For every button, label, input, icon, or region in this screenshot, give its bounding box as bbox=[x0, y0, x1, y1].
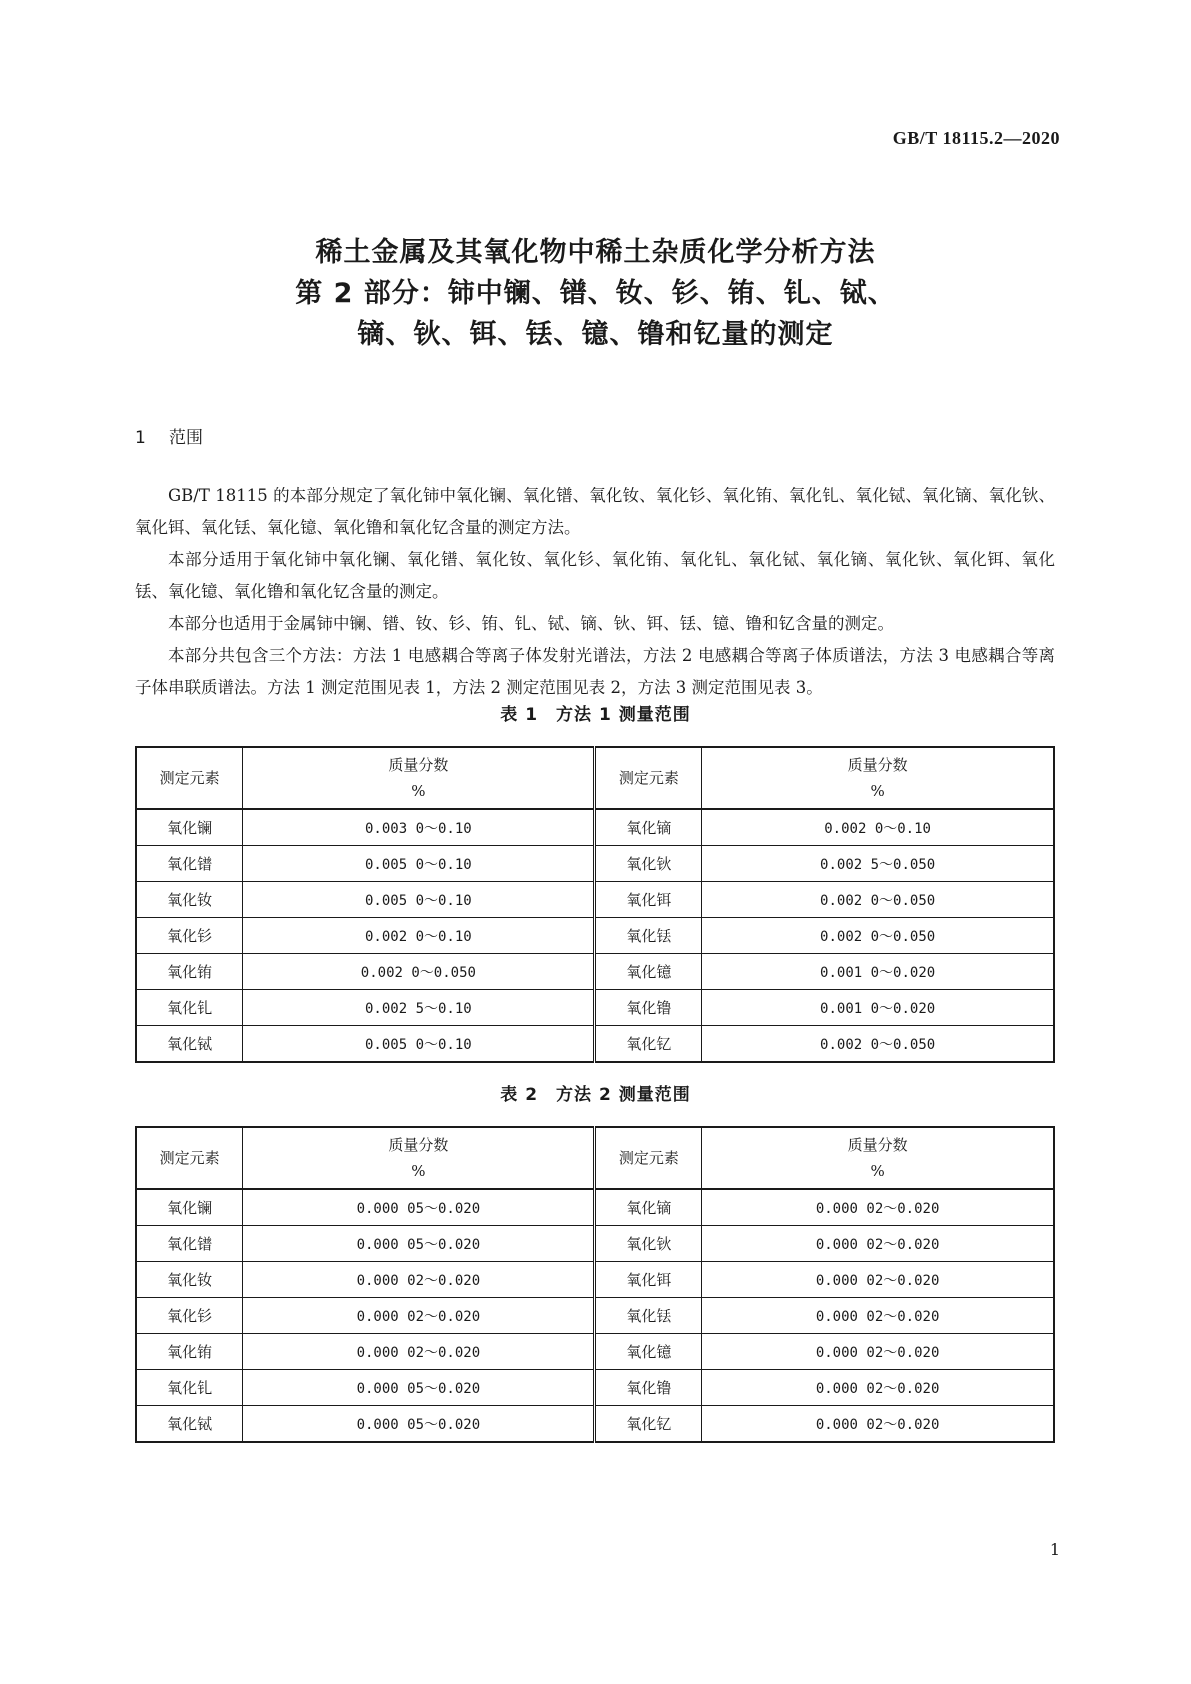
element-cell: 氧化铒 bbox=[595, 882, 702, 918]
range-cell: 0.000 02～0.020 bbox=[702, 1189, 1054, 1226]
range-cell: 0.000 02～0.020 bbox=[243, 1262, 595, 1298]
table-row bbox=[136, 1298, 1054, 1334]
range-cell: 0.005 0～0.10 bbox=[243, 1026, 595, 1063]
range-cell: 0.000 02～0.020 bbox=[702, 1406, 1054, 1443]
range-cell: 0.000 02～0.020 bbox=[243, 1298, 595, 1334]
range-cell: 0.002 0～0.050 bbox=[702, 1026, 1054, 1063]
table-row bbox=[136, 1226, 1054, 1262]
title-line-2: 第 2 部分：铈中镧、镨、钕、钐、铕、钆、铽、 bbox=[295, 278, 896, 309]
element-cell: 氧化铥 bbox=[595, 918, 702, 954]
element-cell: 氧化镱 bbox=[595, 1334, 702, 1370]
standard-code: GB/T 18115.2—2020 bbox=[892, 128, 1060, 148]
table1-header-element-left: 测定元素 bbox=[136, 747, 243, 809]
title-line-1: 稀土金属及其氧化物中稀土杂质化学分析方法 bbox=[315, 237, 876, 268]
range-cell: 0.002 5～0.050 bbox=[702, 846, 1054, 882]
fraction-label: 质量分数 bbox=[388, 756, 449, 774]
table-row bbox=[136, 846, 1054, 882]
table1-header-row bbox=[136, 747, 1054, 809]
element-cell: 氧化镨 bbox=[136, 846, 243, 882]
element-cell: 氧化铕 bbox=[136, 954, 243, 990]
range-cell: 0.000 02～0.020 bbox=[702, 1226, 1054, 1262]
percent-unit: % bbox=[870, 1162, 885, 1180]
range-cell: 0.000 05～0.020 bbox=[243, 1406, 595, 1443]
range-cell: 0.000 02～0.020 bbox=[243, 1334, 595, 1370]
table-row bbox=[136, 1406, 1054, 1443]
range-cell: 0.002 0～0.10 bbox=[243, 918, 595, 954]
range-cell: 0.000 02～0.020 bbox=[702, 1370, 1054, 1406]
range-cell: 0.002 0～0.10 bbox=[702, 809, 1054, 846]
element-cell: 氧化镝 bbox=[595, 809, 702, 846]
fraction-label: 质量分数 bbox=[847, 756, 908, 774]
table2 bbox=[135, 1126, 1055, 1443]
element-cell: 氧化铒 bbox=[595, 1262, 702, 1298]
table1-header-fraction-left bbox=[243, 747, 595, 809]
table-row bbox=[136, 1189, 1054, 1226]
table2-header-element-left: 测定元素 bbox=[136, 1127, 243, 1189]
range-cell: 0.002 0～0.050 bbox=[702, 918, 1054, 954]
table-row bbox=[136, 1026, 1054, 1063]
element-cell: 氧化镥 bbox=[595, 990, 702, 1026]
table-row bbox=[136, 990, 1054, 1026]
range-cell: 0.003 0～0.10 bbox=[243, 809, 595, 846]
element-cell: 氧化钆 bbox=[136, 990, 243, 1026]
table-row bbox=[136, 882, 1054, 918]
element-cell: 氧化镨 bbox=[136, 1226, 243, 1262]
element-cell: 氧化钐 bbox=[136, 918, 243, 954]
table1-header-element-right: 测定元素 bbox=[595, 747, 702, 809]
table2-caption bbox=[0, 1080, 1191, 1105]
element-cell: 氧化钕 bbox=[136, 1262, 243, 1298]
table-row bbox=[136, 954, 1054, 990]
range-cell: 0.000 02～0.020 bbox=[702, 1262, 1054, 1298]
range-cell: 0.000 02～0.020 bbox=[702, 1334, 1054, 1370]
section-heading-scope bbox=[135, 423, 203, 448]
percent-unit: % bbox=[411, 782, 426, 800]
section-number: 1 bbox=[135, 428, 146, 448]
range-cell: 0.002 0～0.050 bbox=[702, 882, 1054, 918]
range-cell: 0.002 5～0.10 bbox=[243, 990, 595, 1026]
section-title: 范围 bbox=[169, 428, 203, 448]
element-cell: 氧化镧 bbox=[136, 1189, 243, 1226]
table2-caption-number: 表 2 bbox=[500, 1085, 539, 1105]
table-row bbox=[136, 918, 1054, 954]
title-line-3: 镝、钬、铒、铥、镱、镥和钇量的测定 bbox=[357, 319, 834, 350]
table1 bbox=[135, 746, 1055, 1063]
page-number: 1 bbox=[1049, 1540, 1060, 1559]
element-cell: 氧化钐 bbox=[136, 1298, 243, 1334]
range-cell: 0.000 05～0.020 bbox=[243, 1370, 595, 1406]
percent-unit: % bbox=[411, 1162, 426, 1180]
table1-caption-number: 表 1 bbox=[500, 705, 539, 725]
element-cell: 氧化铕 bbox=[136, 1334, 243, 1370]
element-cell: 氧化镝 bbox=[595, 1189, 702, 1226]
table2-header-row bbox=[136, 1127, 1054, 1189]
element-cell: 氧化钬 bbox=[595, 846, 702, 882]
element-cell: 氧化钇 bbox=[595, 1406, 702, 1443]
element-cell: 氧化镥 bbox=[595, 1370, 702, 1406]
range-cell: 0.001 0～0.020 bbox=[702, 954, 1054, 990]
table2-caption-title: 方法 2 测量范围 bbox=[556, 1085, 691, 1105]
element-cell: 氧化钕 bbox=[136, 882, 243, 918]
range-cell: 0.005 0～0.10 bbox=[243, 882, 595, 918]
element-cell: 氧化钬 bbox=[595, 1226, 702, 1262]
scope-body bbox=[135, 480, 1055, 704]
table-row bbox=[136, 1334, 1054, 1370]
range-cell: 0.000 05～0.020 bbox=[243, 1189, 595, 1226]
scope-paragraph-1: GB/T 18115 的本部分规定了氧化铈中氧化镧、氧化镨、氧化钕、氧化钐、氧化铕、氧化钆、氧化铽、氧化镝、氧化钬、氧化铒、氧化铥、氧化镱、氧化镥和氧化钇含量的测定方法。 bbox=[135, 486, 1055, 537]
table2-header-fraction-right bbox=[702, 1127, 1054, 1189]
table-row bbox=[136, 1370, 1054, 1406]
fraction-label: 质量分数 bbox=[388, 1136, 449, 1154]
element-cell: 氧化钇 bbox=[595, 1026, 702, 1063]
table1-caption bbox=[0, 700, 1191, 725]
element-cell: 氧化铽 bbox=[136, 1406, 243, 1443]
fraction-label: 质量分数 bbox=[847, 1136, 908, 1154]
element-cell: 氧化铽 bbox=[136, 1026, 243, 1063]
scope-paragraph-4: 本部分共包含三个方法：方法 1 电感耦合等离子体发射光谱法，方法 2 电感耦合等离子体质谱法，方法 3 电感耦合等离子体串联质谱法。方法 1 测定范围见表 1，方法 2 测定范围见表 2，方法 3 测定范围见表 3。 bbox=[135, 646, 1055, 697]
table-row bbox=[136, 809, 1054, 846]
element-cell: 氧化镱 bbox=[595, 954, 702, 990]
table2-header-element-right: 测定元素 bbox=[595, 1127, 702, 1189]
document-title bbox=[0, 232, 1191, 355]
range-cell: 0.002 0～0.050 bbox=[243, 954, 595, 990]
range-cell: 0.001 0～0.020 bbox=[702, 990, 1054, 1026]
percent-unit: % bbox=[870, 782, 885, 800]
table2-header-fraction-left bbox=[243, 1127, 595, 1189]
range-cell: 0.000 05～0.020 bbox=[243, 1226, 595, 1262]
table1-caption-title: 方法 1 测量范围 bbox=[556, 705, 691, 725]
element-cell: 氧化镧 bbox=[136, 809, 243, 846]
scope-paragraph-3: 本部分也适用于金属铈中镧、镨、钕、钐、铕、钆、铽、镝、钬、铒、铥、镱、镥和钇含量的测定。 bbox=[168, 614, 894, 633]
table-row bbox=[136, 1262, 1054, 1298]
element-cell: 氧化钆 bbox=[136, 1370, 243, 1406]
table1-header-fraction-right bbox=[702, 747, 1054, 809]
range-cell: 0.000 02～0.020 bbox=[702, 1298, 1054, 1334]
element-cell: 氧化铥 bbox=[595, 1298, 702, 1334]
range-cell: 0.005 0～0.10 bbox=[243, 846, 595, 882]
scope-paragraph-2: 本部分适用于氧化铈中氧化镧、氧化镨、氧化钕、氧化钐、氧化铕、氧化钆、氧化铽、氧化镝、氧化钬、氧化铒、氧化铥、氧化镱、氧化镥和氧化钇含量的测定。 bbox=[135, 550, 1055, 601]
